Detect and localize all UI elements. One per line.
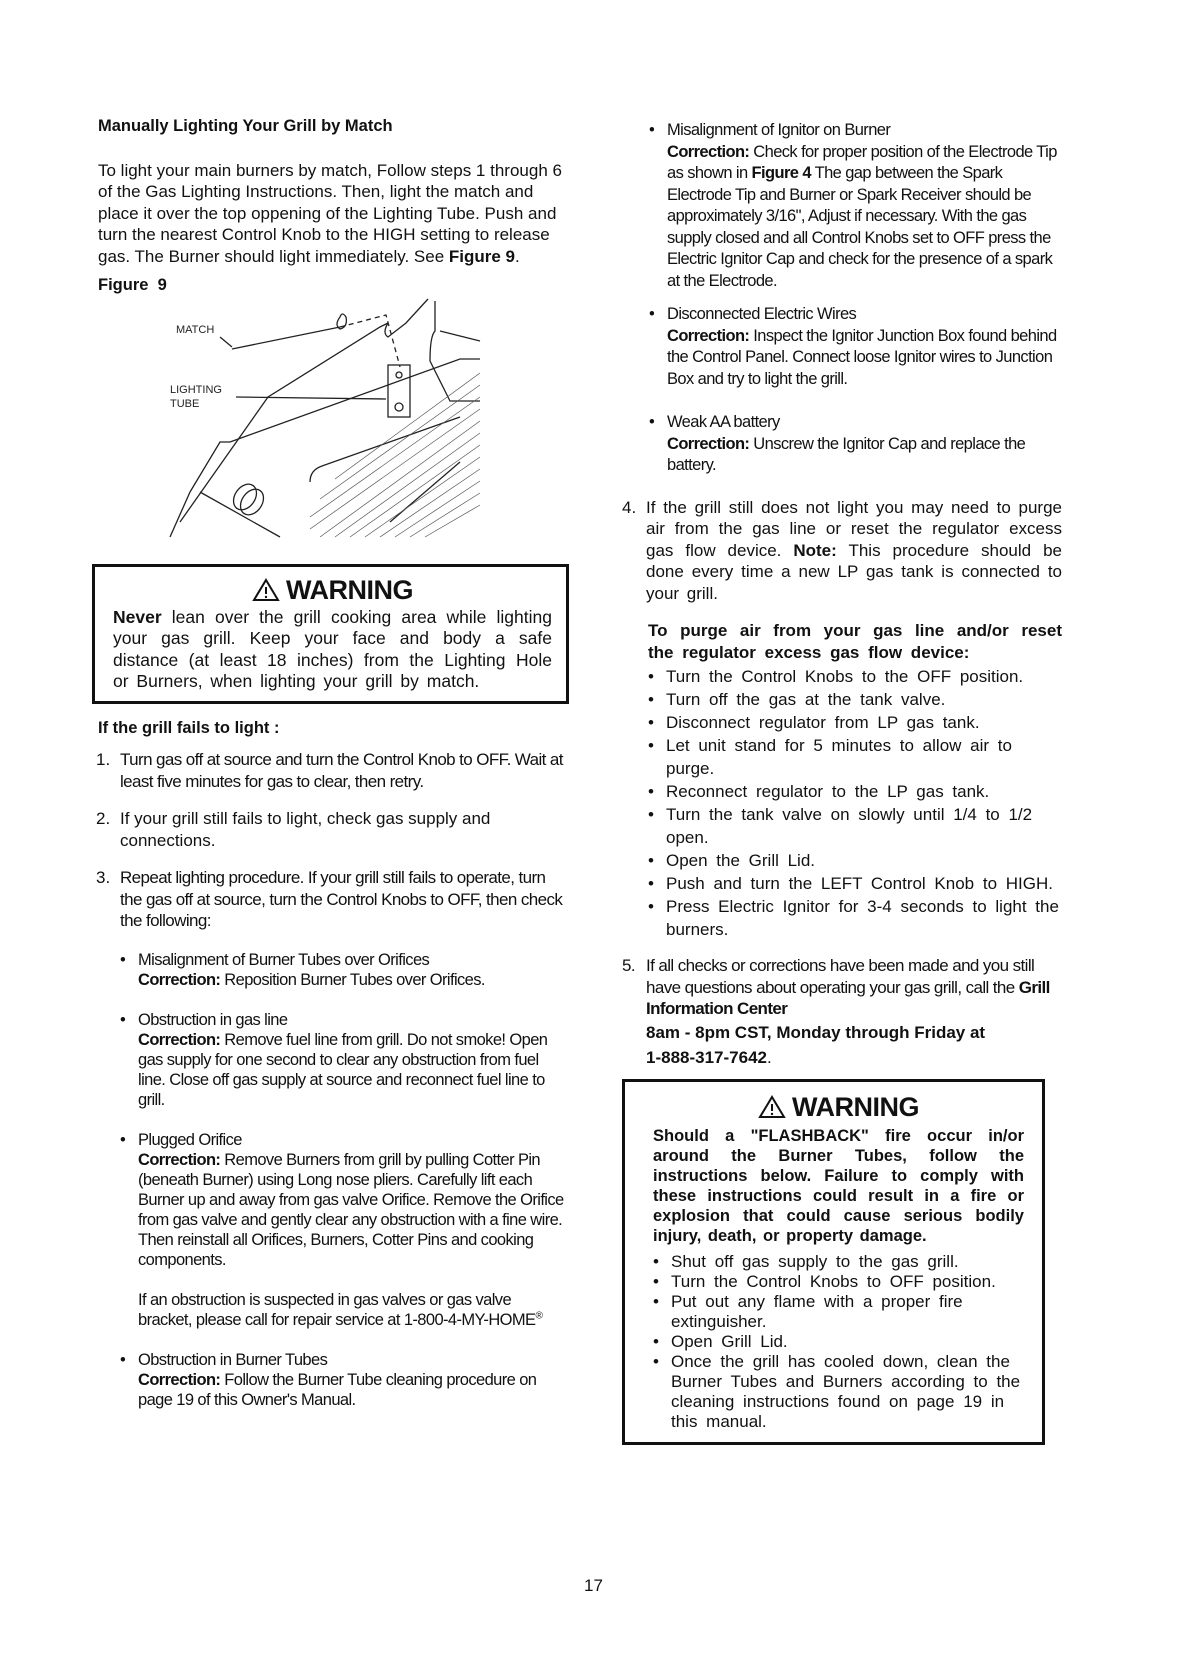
- warning-text: [113, 607, 552, 693]
- flashback-step: • Open Grill Lid.: [653, 1332, 1024, 1352]
- figure-ref: Figure 4: [751, 164, 811, 182]
- flashback-step: • Once the grill has cooled down, clean the Burner Tubes and Burners according to the cleaning instructions found on page 19 in this manual.: [653, 1352, 1024, 1432]
- step-text: Turn gas off at source and turn the Control Knob to OFF. Wait at least five minutes for gas to clear, then retry.: [120, 750, 563, 791]
- purge-step: • Turn off the gas at the tank valve.: [648, 688, 1062, 711]
- warning-title: [113, 573, 552, 607]
- warning-box-flashback: [622, 1079, 1045, 1445]
- check-title: • Weak AA battery: [667, 413, 780, 431]
- correction-label: Correction:: [667, 434, 750, 453]
- step-number: 2.: [96, 809, 111, 828]
- correction-text: The gap between the Spark Electrode Tip and Burner or Spark Receiver should be approximately 3/16", Adjust if necessary. With the gas supply closed and all Control Knobs set to OFF press the Electric Ignitor Cap and check for the presence of a spark at the Electrode.: [667, 164, 1053, 290]
- fails-heading: If the grill fails to light :: [98, 718, 280, 737]
- grill-figure-illustration: [160, 297, 490, 542]
- step-number: 5.: [622, 956, 635, 975]
- warning-triangle-icon: [758, 1095, 786, 1119]
- flashback-steps-list: [653, 1252, 1024, 1432]
- section-heading: Manually Lighting Your Grill by Match: [98, 117, 393, 135]
- flashback-warning-text: Should a "FLASHBACK" fire occur in/or around the Burner Tubes, follow the instructions below. Failure to comply with these instructions could result in a fire or explosion that could cause serious bodily injury, death, or property damage.: [653, 1126, 1024, 1245]
- warning-title-text: WARNING: [792, 1091, 919, 1122]
- correction-text: Remove fuel line from grill. Do not smoke! Open gas supply for one second to clear any obstruction from fuel line. Close off gas supply at source and reconnect fuel line to grill.: [138, 1030, 548, 1109]
- purge-step: • Reconnect regulator to the LP gas tank.: [648, 780, 1062, 803]
- step-number: 3.: [96, 868, 111, 887]
- info-center-phone: 1-888-317-7642: [646, 1048, 767, 1067]
- check-item: [120, 1350, 568, 1410]
- check-title: • Misalignment of Ignitor on Burner: [667, 121, 891, 139]
- step-text: If your grill still fails to light, check gas supply and connections.: [120, 809, 491, 850]
- step-5: [622, 955, 1062, 1069]
- flashback-step: • Turn the Control Knobs to OFF position.: [653, 1272, 1024, 1292]
- figure-ref: Figure 9: [448, 246, 516, 266]
- warning-title: [653, 1090, 1024, 1124]
- correction-label: Correction:: [138, 970, 221, 989]
- check-title: • Obstruction in Burner Tubes: [138, 1350, 328, 1369]
- flashback-step: • Put out any flame with a proper fire extinguisher.: [653, 1292, 1024, 1332]
- purge-heading: To purge air from your gas line and/or reset the regulator excess gas flow device:: [648, 621, 1062, 662]
- correction-text: Remove Burners from grill by pulling Cotter Pin (beneath Burner) using Long nose pliers. Carefully lift each Burner up and away from gas valve Orifice. Remove the Orifice from gas valve and gently clear any obstruction with a fine wire. Then reinstall all Orifices, Burners, Cotter Pins and cooking components.: [138, 1150, 564, 1269]
- fail-step: [96, 808, 568, 851]
- info-center-name: Grill Information Center: [646, 977, 1050, 1018]
- fail-step: [96, 749, 568, 792]
- step-text: If all checks or corrections have been made and you still have questions about operating your gas grill, call the: [646, 956, 1035, 997]
- right-checks-list: [649, 120, 1062, 477]
- step-4: [622, 497, 1062, 605]
- check-item: [120, 1130, 568, 1270]
- check-item: [120, 1010, 568, 1110]
- purge-step: • Turn the tank valve on slowly until 1/4 to 1/2 open.: [648, 803, 1062, 849]
- figure-caption: Figure 9: [98, 276, 167, 294]
- purge-step: • Open the Grill Lid.: [648, 849, 1062, 872]
- check-title: • Misalignment of Burner Tubes over Orifices: [138, 950, 430, 969]
- warning-box-lean: [92, 564, 569, 704]
- intro-paragraph: [98, 160, 568, 268]
- fail-step: [96, 867, 568, 932]
- check-title: • Plugged Orifice: [138, 1130, 242, 1149]
- check-item: [120, 950, 568, 990]
- phone-end: .: [766, 1048, 772, 1067]
- check-title: • Obstruction in gas line: [138, 1010, 288, 1029]
- warning-triangle-icon: [252, 578, 280, 602]
- step-text: If the grill still does not light you may need to purge air from the gas line or reset the regulator excess gas flow device.: [646, 497, 1062, 560]
- purge-step: • Push and turn the LEFT Control Knob to HIGH.: [648, 872, 1062, 895]
- step-text: This procedure should be done every time a new LP gas tank is connected to your grill.: [646, 540, 1062, 603]
- check-item: [649, 412, 1062, 477]
- step-text: Repeat lighting procedure. If your grill still fails to operate, turn the gas off at source, turn the Control Knobs to OFF, then check the following:: [120, 868, 563, 930]
- match-label: MATCH: [176, 323, 215, 336]
- purge-step: • Let unit stand for 5 minutes to allow air to purge.: [648, 734, 1062, 780]
- left-column: [98, 116, 568, 1410]
- warning-lead: Never: [113, 606, 162, 627]
- correction-label: Correction:: [667, 326, 750, 345]
- service-note: [120, 1290, 568, 1330]
- correction-text: Unscrew the Ignitor Cap and replace the battery.: [667, 434, 1026, 474]
- right-column: [622, 120, 1062, 1445]
- registered-mark: ®: [535, 1310, 543, 1321]
- warning-body: lean over the grill cooking area while lighting your gas grill. Keep your face and body a safe distance (at least 18 inches) from the Lighting Hole or Burners, when lighting your grill by match.: [113, 606, 552, 691]
- correction-text: Check for proper position of the Electrode Tip as shown in: [667, 142, 1057, 182]
- purge-step: • Press Electric Ignitor for 3-4 seconds to light the burners.: [648, 895, 1062, 941]
- correction-label: Correction:: [138, 1370, 221, 1389]
- note-label: Note:: [793, 540, 837, 560]
- check-item: [649, 304, 1062, 390]
- purge-step: • Turn the Control Knobs to the OFF position.: [648, 665, 1062, 688]
- info-center-hours: 8am - 8pm CST, Monday through Friday at: [646, 1022, 986, 1042]
- lighting-label: LIGHTING: [170, 383, 222, 396]
- step-number: 4.: [622, 497, 637, 517]
- intro-end: .: [515, 246, 520, 266]
- intro-text: To light your main burners by match, Follow steps 1 through 6 of the Gas Lighting Instructions. Then, light the match and place it over the top oppening of the Lighting Tube. Push and turn the nearest Control Knob to the HIGH setting to release gas. The Burner should light immediately. See: [98, 160, 562, 266]
- warning-title-text: WARNING: [286, 574, 413, 605]
- tube-label: TUBE: [170, 397, 200, 410]
- service-note-text: If an obstruction is suspected in gas valves or gas valve bracket, please call for repair service at 1-800-4-MY-HOME: [138, 1290, 536, 1329]
- correction-text: Inspect the Ignitor Junction Box found behind the Control Panel. Connect loose Ignitor wires to Junction Box and try to light the grill.: [667, 326, 1057, 388]
- left-checks-list: [120, 950, 568, 1410]
- check-title: • Disconnected Electric Wires: [667, 305, 857, 323]
- correction-label: Correction:: [667, 142, 750, 161]
- correction-text: Reposition Burner Tubes over Orifices.: [220, 970, 485, 989]
- step-number: 1.: [96, 750, 111, 769]
- correction-label: Correction:: [138, 1030, 221, 1049]
- correction-text: Follow the Burner Tube cleaning procedure on page 19 of this Owner's Manual.: [138, 1370, 537, 1409]
- page-number: 17: [584, 1576, 603, 1595]
- fail-steps-list: [96, 749, 568, 932]
- check-item: [649, 120, 1062, 292]
- purge-steps-list: [648, 665, 1062, 941]
- flashback-step: • Shut off gas supply to the gas grill.: [653, 1252, 1024, 1272]
- purge-step: • Disconnect regulator from LP gas tank.: [648, 711, 1062, 734]
- correction-label: Correction:: [138, 1150, 221, 1169]
